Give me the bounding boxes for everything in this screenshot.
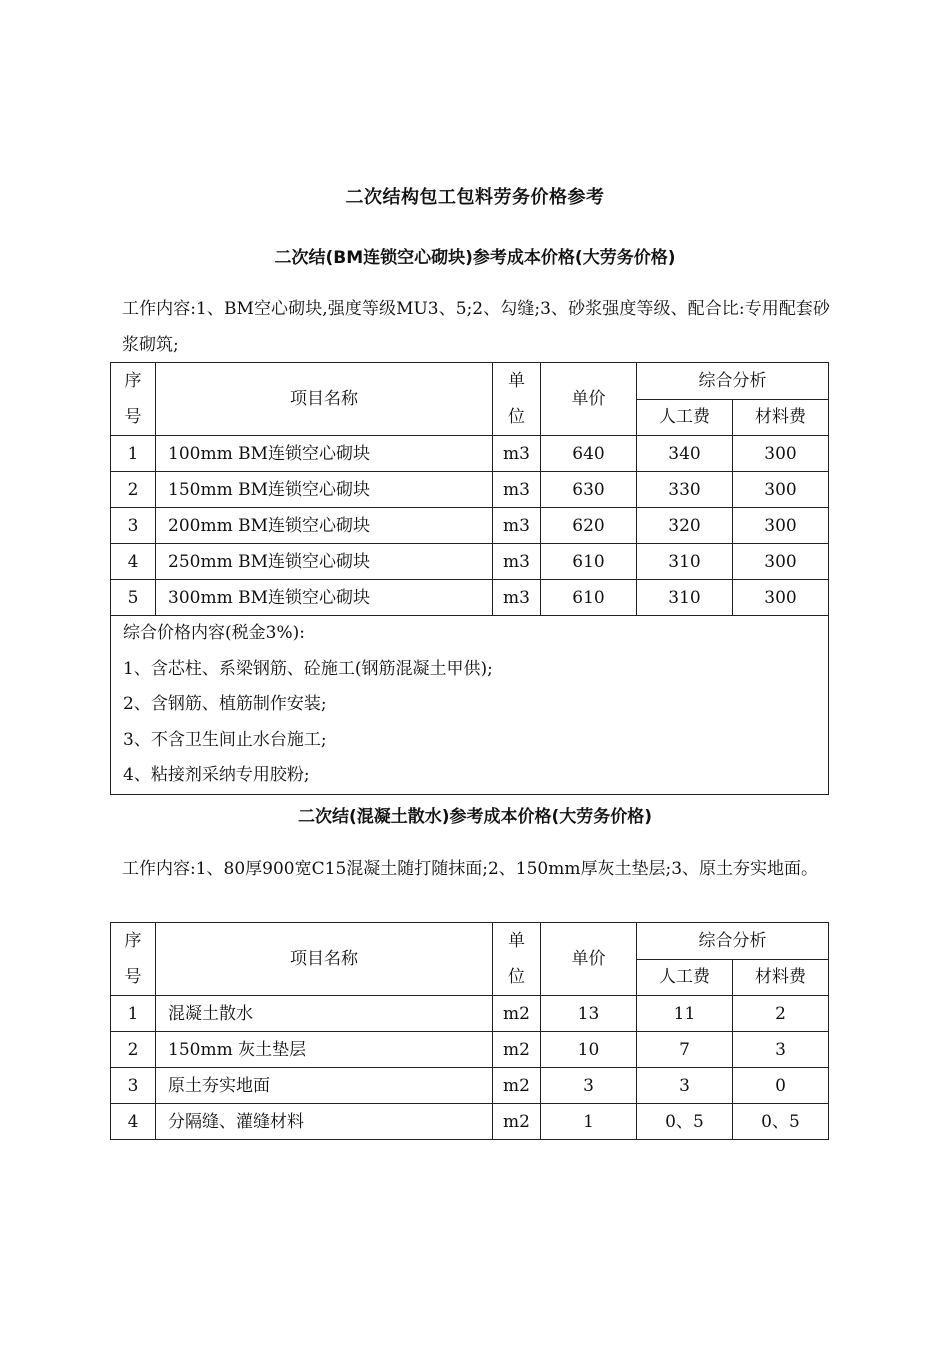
table-row: 1 100mm BM连锁空心砌块 m3 640 340 300 (111, 436, 829, 472)
note-line: 1、含芯柱、系梁钢筋、砼施工(钢筋混凝土甲供); (123, 658, 493, 679)
note-line: 3、不含卫生间止水台施工; (123, 729, 327, 750)
table-row: 2 150mm BM连锁空心砌块 m3 630 330 300 (111, 472, 829, 508)
table-row: 4 250mm BM连锁空心砌块 m3 610 310 300 (111, 544, 829, 580)
header-analysis: 综合分析 (637, 923, 829, 960)
table-row: 2 150mm 灰土垫层 m2 10 7 3 (111, 1032, 829, 1068)
header-item-name: 项目名称 (156, 363, 493, 436)
bm-block-price-table (110, 362, 829, 795)
section1-title: 二次结(BM连锁空心砌块)参考成本价格(大劳务价格) (274, 248, 676, 268)
note-line: 综合价格内容(税金3%): (123, 623, 305, 643)
table-row: 1 混凝土散水 m2 13 11 2 (111, 996, 829, 1032)
table-row: 5 300mm BM连锁空心砌块 m3 610 310 300 (111, 580, 829, 616)
table-row: 4 分隔缝、灌缝材料 m2 1 0、5 0、5 (111, 1104, 829, 1140)
section2-title: 二次结(混凝土散水)参考成本价格(大劳务价格) (297, 807, 653, 827)
price-notes (111, 616, 829, 795)
header-seq: 序 号 (111, 923, 156, 996)
section1-work-content: 工作内容:1、BM空心砌块,强度等级MU3、5;2、勾缝;3、砂浆强度等级、配合比:专用配套砂浆砌筑; (122, 299, 830, 355)
header-unit-price: 单价 (541, 923, 637, 996)
header-item-name: 项目名称 (156, 923, 493, 996)
header-seq: 序 号 (111, 363, 156, 436)
header-labor: 人工费 (637, 399, 733, 436)
header-unit: 单 位 (493, 923, 541, 996)
table-row: 3 200mm BM连锁空心砌块 m3 620 320 300 (111, 508, 829, 544)
page-title: 二次结构包工包料劳务价格参考 (345, 187, 605, 208)
header-material: 材料费 (733, 399, 829, 436)
note-line: 2、含钢筋、植筋制作安装; (123, 694, 327, 714)
section2-work-content: 工作内容:1、80厚900宽C15混凝土随打随抹面;2、150mm厚灰土垫层;3、原土夯实地面。 (122, 859, 819, 879)
header-labor: 人工费 (637, 959, 733, 996)
header-unit-price: 单价 (541, 363, 637, 436)
header-material: 材料费 (733, 959, 829, 996)
header-unit: 单 位 (493, 363, 541, 436)
note-line: 4、粘接剂采纳专用胶粉; (123, 765, 310, 785)
table-row: 3 原土夯实地面 m2 3 3 0 (111, 1068, 829, 1104)
header-analysis: 综合分析 (637, 363, 829, 400)
concrete-apron-price-table (110, 922, 829, 1140)
